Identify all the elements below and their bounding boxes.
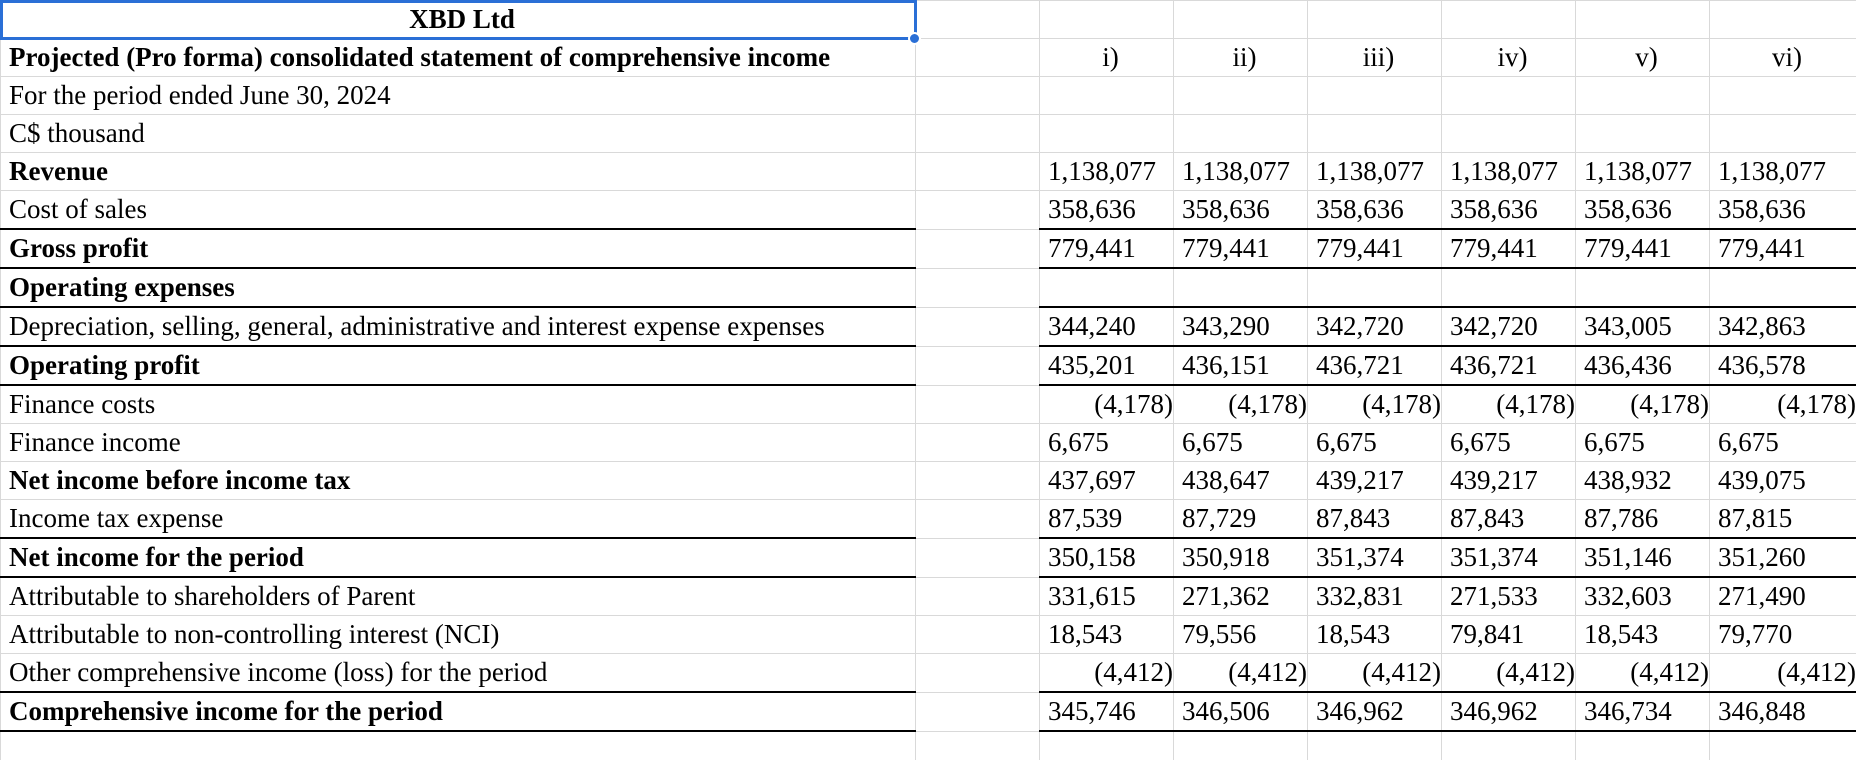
line-item-label[interactable]: Other comprehensive income (loss) for the period [1,654,916,693]
empty-cell[interactable] [1710,77,1856,115]
value-cell[interactable]: (4,178) [1442,385,1576,424]
empty-cell[interactable] [1,731,916,760]
line-item-label[interactable]: Attributable to non-controlling interest (NCI) [1,616,916,654]
empty-cell[interactable] [1174,77,1308,115]
line-item-row [1,692,1856,731]
value-cell[interactable]: 779,441 [1442,229,1576,268]
empty-cell[interactable] [1710,115,1856,153]
scenario-header[interactable]: v) [1576,39,1710,77]
line-item-label[interactable]: Gross profit [1,229,916,268]
value-cell[interactable]: 6,675 [1174,424,1308,462]
value-cell[interactable]: 779,441 [1576,229,1710,268]
empty-cell[interactable] [1576,1,1710,39]
empty-cell[interactable] [916,307,1040,346]
line-item-label[interactable]: Comprehensive income for the period [1,692,916,731]
subtitle-row [1,39,1856,77]
value-cell[interactable]: 436,721 [1442,346,1576,385]
value-cell[interactable]: 345,746 [1040,692,1174,731]
value-cell[interactable]: 1,138,077 [1040,153,1174,191]
empty-cell[interactable] [1576,731,1710,760]
empty-cell[interactable] [1174,731,1308,760]
empty-cell[interactable] [916,346,1040,385]
value-cell[interactable] [1174,268,1308,307]
line-item-row [1,654,1856,693]
value-cell[interactable]: 6,675 [1576,424,1710,462]
empty-cell[interactable] [1308,115,1442,153]
value-cell[interactable] [1040,268,1174,307]
value-cell[interactable]: 87,786 [1576,500,1710,539]
empty-cell[interactable] [916,229,1040,268]
empty-cell[interactable] [1040,77,1174,115]
value-cell[interactable]: 779,441 [1040,229,1174,268]
value-cell[interactable]: 271,362 [1174,577,1308,616]
empty-cell[interactable] [1442,1,1576,39]
value-cell[interactable]: 343,290 [1174,307,1308,346]
empty-cell[interactable] [1308,77,1442,115]
empty-cell[interactable] [1710,1,1856,39]
value-cell[interactable]: 1,138,077 [1308,153,1442,191]
value-cell[interactable]: 18,543 [1576,616,1710,654]
value-cell[interactable]: 332,831 [1308,577,1442,616]
value-cell[interactable]: 358,636 [1040,191,1174,230]
value-cell[interactable]: 79,841 [1442,616,1576,654]
value-cell[interactable]: 350,918 [1174,538,1308,577]
value-cell[interactable]: 79,770 [1710,616,1856,654]
empty-cell[interactable] [916,39,1040,77]
value-cell[interactable]: 358,636 [1174,191,1308,230]
value-cell[interactable]: 18,543 [1040,616,1174,654]
line-item-row [1,191,1856,230]
line-item-row [1,424,1856,462]
value-cell[interactable]: 351,374 [1442,538,1576,577]
value-cell[interactable]: 351,260 [1710,538,1856,577]
value-cell[interactable]: 271,490 [1710,577,1856,616]
value-cell[interactable] [1710,268,1856,307]
value-cell[interactable]: 346,506 [1174,692,1308,731]
line-item-label[interactable]: Depreciation, selling, general, administrative and interest expense expenses [1,307,916,346]
value-cell[interactable] [1576,268,1710,307]
value-cell[interactable]: (4,178) [1174,385,1308,424]
subtitle-cell[interactable]: Projected (Pro forma) consolidated statement of comprehensive income [1,39,916,77]
line-item-row [1,229,1856,268]
value-cell[interactable]: (4,412) [1710,654,1856,693]
line-item-row [1,153,1856,191]
empty-cell[interactable] [1040,1,1174,39]
units-cell[interactable]: C$ thousand [1,115,916,153]
empty-cell[interactable] [1442,115,1576,153]
line-item-label[interactable]: Operating expenses [1,268,916,307]
empty-cell[interactable] [1710,731,1856,760]
empty-cell[interactable] [1442,77,1576,115]
value-cell[interactable]: 346,734 [1576,692,1710,731]
value-cell[interactable]: 6,675 [1442,424,1576,462]
value-cell[interactable]: 437,697 [1040,462,1174,500]
empty-cell[interactable] [916,1,1040,39]
empty-cell[interactable] [1308,1,1442,39]
units-row [1,115,1856,153]
value-cell[interactable]: 779,441 [1710,229,1856,268]
value-cell[interactable]: 438,647 [1174,462,1308,500]
value-cell[interactable]: 436,151 [1174,346,1308,385]
line-item-label[interactable]: Net income before income tax [1,462,916,500]
empty-cell[interactable] [1174,115,1308,153]
value-cell[interactable]: 358,636 [1442,191,1576,230]
value-cell[interactable]: 331,615 [1040,577,1174,616]
value-cell[interactable]: 79,556 [1174,616,1308,654]
value-cell[interactable]: 351,374 [1308,538,1442,577]
value-cell[interactable]: 439,217 [1442,462,1576,500]
value-cell[interactable]: 87,729 [1174,500,1308,539]
value-cell[interactable]: 344,240 [1040,307,1174,346]
line-item-label[interactable]: Revenue [1,153,916,191]
value-cell[interactable]: 6,675 [1040,424,1174,462]
empty-cell[interactable] [916,191,1040,230]
value-cell[interactable]: 350,158 [1040,538,1174,577]
line-item-row [1,346,1856,385]
value-cell[interactable]: 87,843 [1442,500,1576,539]
line-item-row [1,500,1856,539]
value-cell[interactable]: 346,962 [1442,692,1576,731]
empty-cell[interactable] [916,692,1040,731]
line-item-row [1,268,1856,307]
line-item-row [1,462,1856,500]
scenario-header[interactable]: ii) [1174,39,1308,77]
empty-row [1,731,1856,760]
value-cell[interactable]: 438,932 [1576,462,1710,500]
line-item-row [1,577,1856,616]
value-cell[interactable] [1442,268,1576,307]
period-row [1,77,1856,115]
empty-cell[interactable] [1174,1,1308,39]
empty-cell[interactable] [916,500,1040,539]
value-cell[interactable]: 358,636 [1308,191,1442,230]
value-cell[interactable]: 1,138,077 [1442,153,1576,191]
empty-cell[interactable] [1442,731,1576,760]
empty-cell[interactable] [916,616,1040,654]
value-cell[interactable]: 342,863 [1710,307,1856,346]
line-item-row [1,385,1856,424]
value-cell[interactable]: (4,178) [1040,385,1174,424]
value-cell[interactable]: (4,412) [1308,654,1442,693]
value-cell[interactable]: (4,412) [1576,654,1710,693]
value-cell[interactable]: 18,543 [1308,616,1442,654]
line-item-label[interactable]: Finance costs [1,385,916,424]
value-cell[interactable] [1308,268,1442,307]
value-cell[interactable]: 346,848 [1710,692,1856,731]
empty-cell[interactable] [916,153,1040,191]
value-cell[interactable]: 439,075 [1710,462,1856,500]
empty-cell[interactable] [1576,115,1710,153]
empty-cell[interactable] [916,115,1040,153]
value-cell[interactable]: 87,539 [1040,500,1174,539]
line-item-label[interactable]: Cost of sales [1,191,916,230]
line-item-label[interactable]: Income tax expense [1,500,916,539]
empty-cell[interactable] [916,385,1040,424]
value-cell[interactable]: 346,962 [1308,692,1442,731]
period-cell[interactable]: For the period ended June 30, 2024 [1,77,916,115]
line-item-row [1,616,1856,654]
value-cell[interactable]: 358,636 [1576,191,1710,230]
value-cell[interactable]: 342,720 [1442,307,1576,346]
value-cell[interactable]: 271,533 [1442,577,1576,616]
value-cell[interactable]: 87,815 [1710,500,1856,539]
line-item-label[interactable]: Attributable to shareholders of Parent [1,577,916,616]
value-cell[interactable]: 1,138,077 [1174,153,1308,191]
empty-cell[interactable] [916,424,1040,462]
value-cell[interactable]: 779,441 [1174,229,1308,268]
value-cell[interactable]: (4,178) [1710,385,1856,424]
title-cell[interactable]: XBD Ltd [1,1,916,39]
line-item-row [1,307,1856,346]
scenario-header[interactable]: iii) [1308,39,1442,77]
line-item-row [1,538,1856,577]
line-item-label[interactable]: Finance income [1,424,916,462]
value-cell[interactable]: 435,201 [1040,346,1174,385]
value-cell[interactable]: (4,178) [1308,385,1442,424]
value-cell[interactable]: (4,178) [1576,385,1710,424]
title-row [1,1,1856,39]
empty-cell[interactable] [916,268,1040,307]
empty-cell[interactable] [916,577,1040,616]
empty-cell[interactable] [1576,77,1710,115]
value-cell[interactable]: 1,138,077 [1576,153,1710,191]
empty-cell[interactable] [916,77,1040,115]
scenario-header[interactable]: i) [1040,39,1174,77]
value-cell[interactable]: 436,578 [1710,346,1856,385]
value-cell[interactable]: 1,138,077 [1710,153,1856,191]
value-cell[interactable]: 342,720 [1308,307,1442,346]
empty-cell[interactable] [916,731,1040,760]
line-item-label[interactable]: Net income for the period [1,538,916,577]
empty-cell[interactable] [916,538,1040,577]
value-cell[interactable]: (4,412) [1040,654,1174,693]
value-cell[interactable]: (4,412) [1442,654,1576,693]
empty-cell[interactable] [1308,731,1442,760]
scenario-header[interactable]: iv) [1442,39,1576,77]
value-cell[interactable]: 343,005 [1576,307,1710,346]
value-cell[interactable]: 439,217 [1308,462,1442,500]
value-cell[interactable]: 6,675 [1710,424,1856,462]
empty-cell[interactable] [916,462,1040,500]
selection-fill-handle[interactable] [908,32,921,45]
value-cell[interactable]: 87,843 [1308,500,1442,539]
value-cell[interactable]: 779,441 [1308,229,1442,268]
value-cell[interactable]: 436,436 [1576,346,1710,385]
empty-cell[interactable] [1040,115,1174,153]
empty-cell[interactable] [916,654,1040,693]
empty-cell[interactable] [1040,731,1174,760]
scenario-header[interactable]: vi) [1710,39,1856,77]
value-cell[interactable]: 351,146 [1576,538,1710,577]
value-cell[interactable]: 6,675 [1308,424,1442,462]
value-cell[interactable]: 332,603 [1576,577,1710,616]
value-cell[interactable]: 436,721 [1308,346,1442,385]
value-cell[interactable]: 358,636 [1710,191,1856,230]
value-cell[interactable]: (4,412) [1174,654,1308,693]
line-item-label[interactable]: Operating profit [1,346,916,385]
